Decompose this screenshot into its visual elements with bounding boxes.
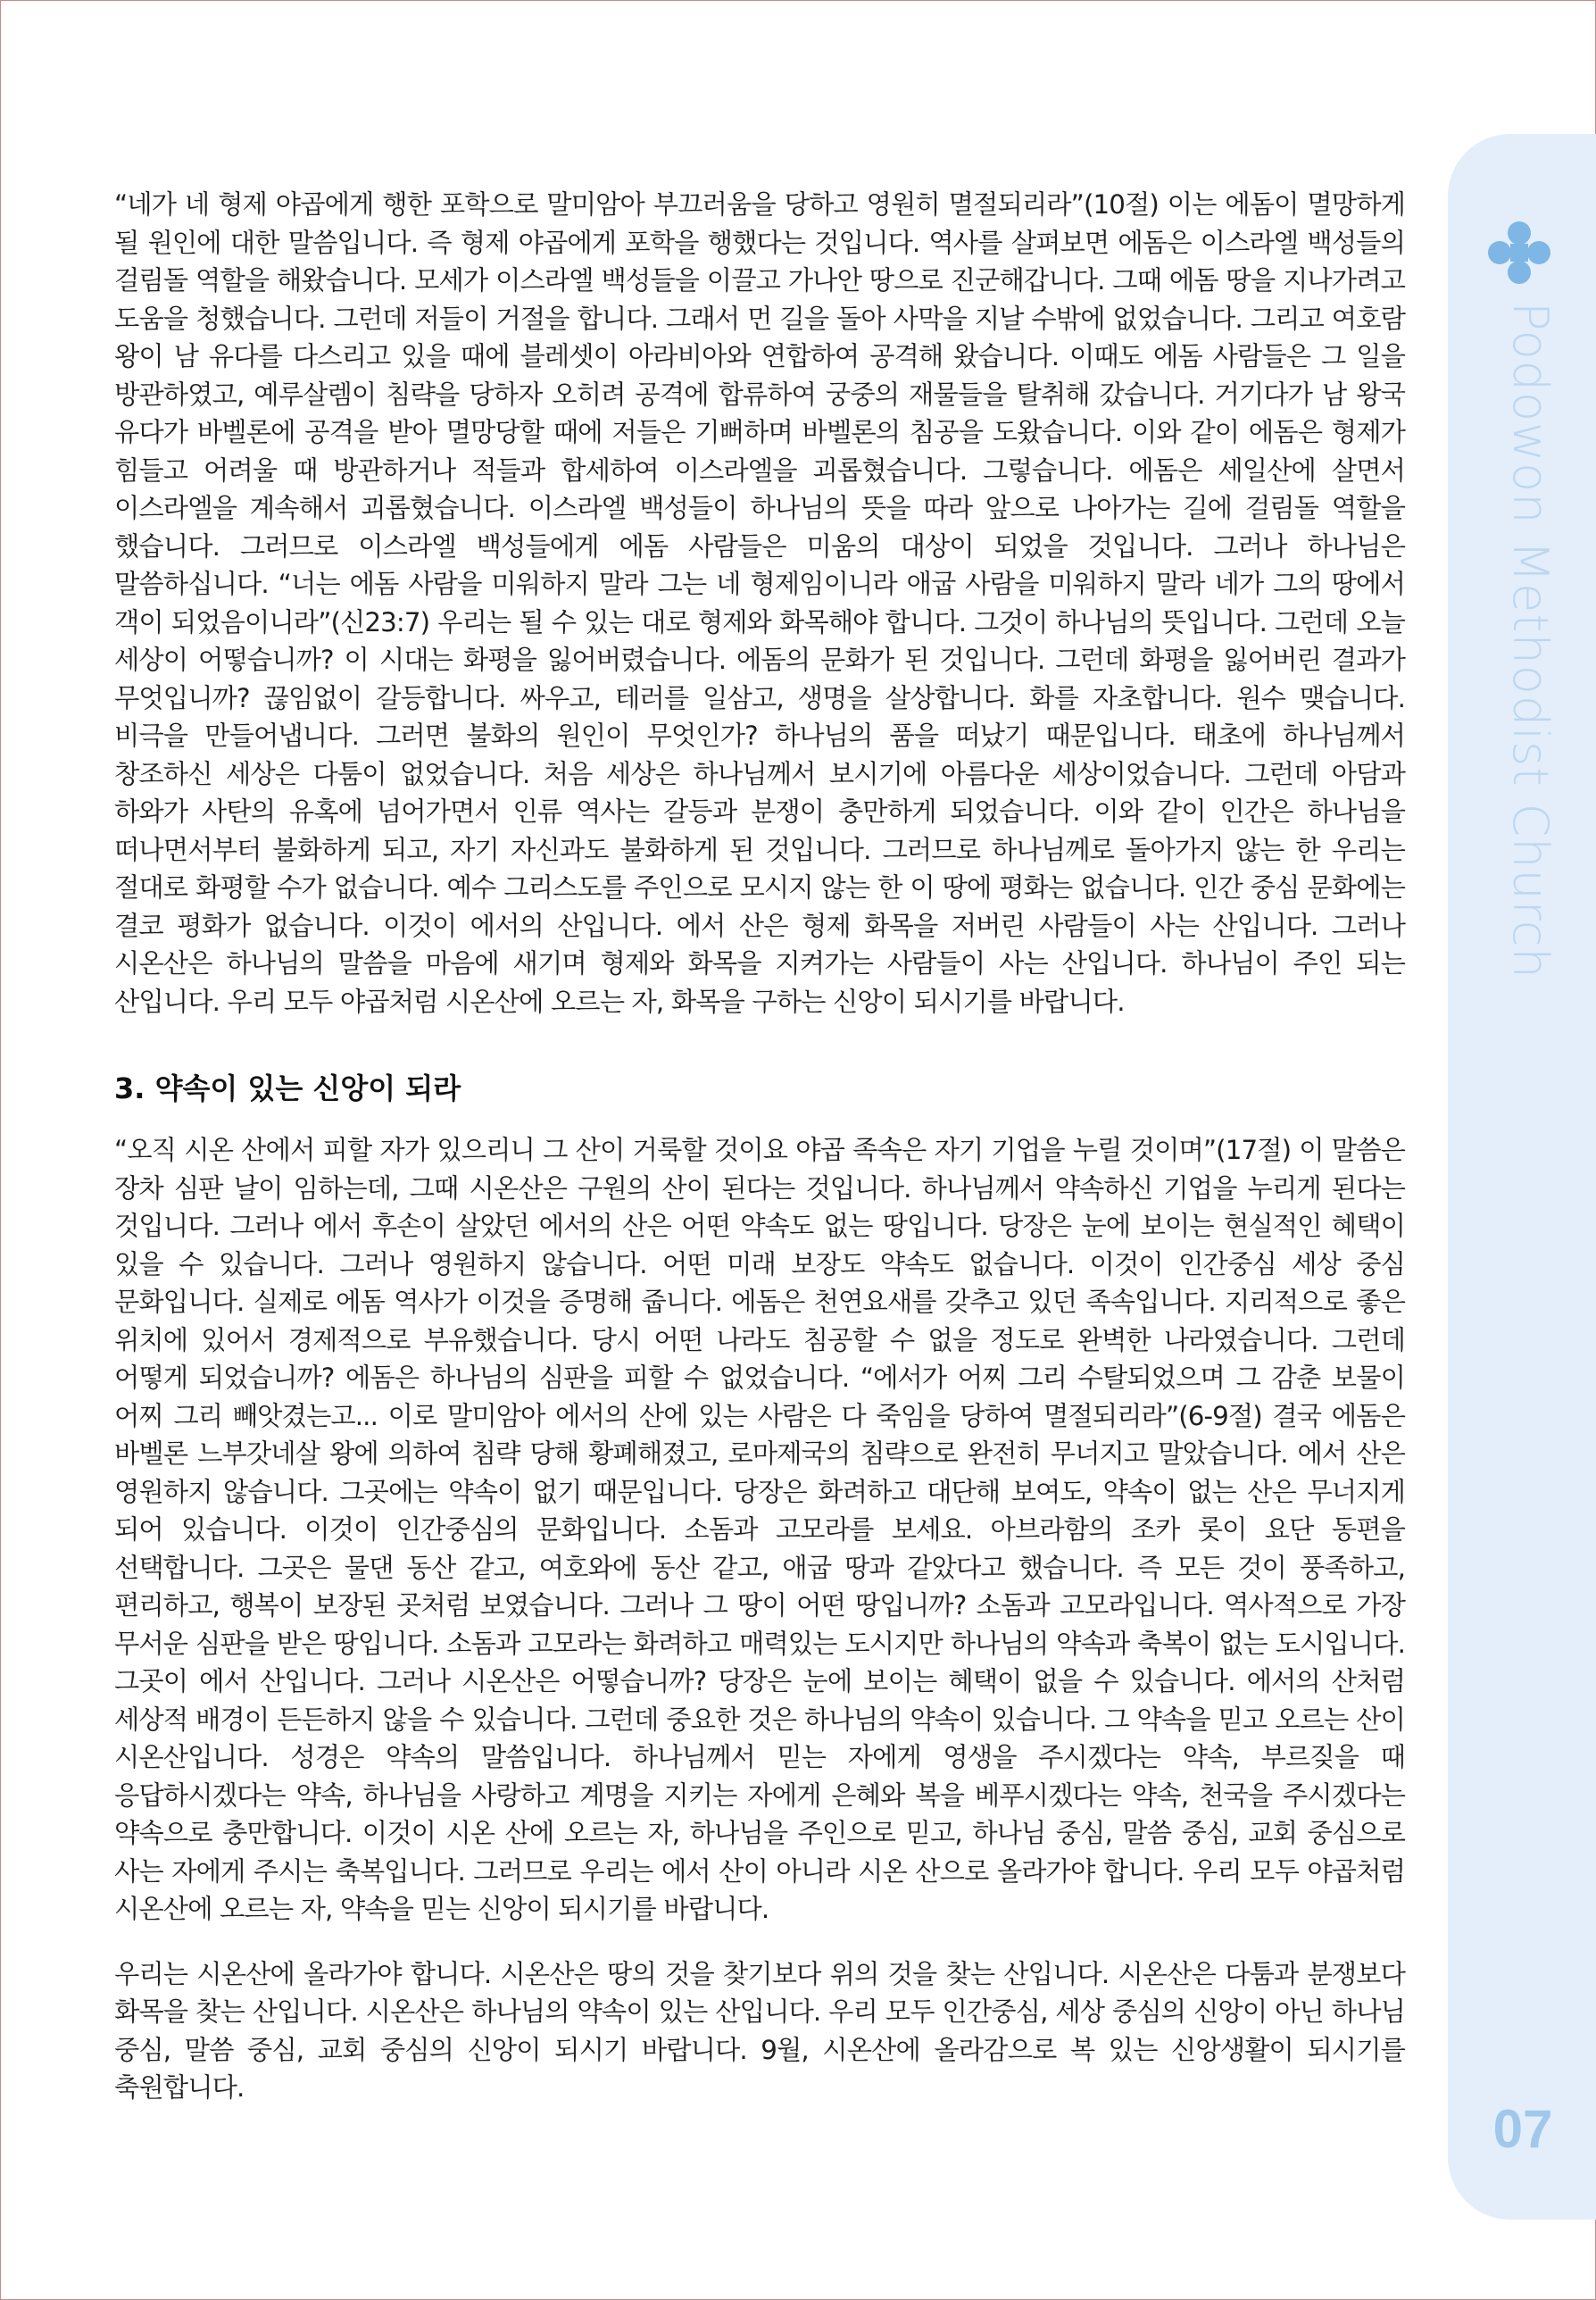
clover-icon: [1486, 220, 1552, 286]
page-number: 07: [1492, 2099, 1553, 2159]
section-heading: 3. 약속이 있는 신앙이 되라: [114, 1071, 461, 1105]
body-paragraph: 우리는 시온산에 올라가야 합니다. 시온산은 땅의 것을 찾기보다 위의 것을 찾는 산입니다. 시온산은 다툼과 분쟁보다 화목을 찾는 산입니다. 시온산은 하나님의 약속이 있는 산입니다. 우리 모두 인간중심, 세상 중심의 신앙이 아닌 하나님 중심, 말씀 중심, 교회 중심의 신앙이 되시기 바랍니다. 9월, 시온산에 올라감으로 복 있는 신앙생활이 되시기를 축원합니다.: [114, 1958, 1405, 2103]
body-paragraph: “네가 네 형제 야곱에게 행한 포학으로 말미암아 부끄러움을 당하고 영원히 멸절되리라”(10절) 이는 에돔이 멸망하게 될 원인에 대한 말씀입니다. 즉 형제 야곱에게 포학을 행했다는 것입니다. 역사를 살펴보면 에돔은 이스라엘 백성들의 걸림돌 역할을 해왔습니다. 모세가 이스라엘 백성들을 이끌고 가나안 땅으로 진군해갑니다. 그때 에돔 땅을 지나가려고 도움을 청했습니다. 그런데 저들이 거절을 합니다. 그래서 먼 길을 돌아 사막을 지날 수밖에 없었습니다. 그리고 여호람 왕이 남 유다를 다스리고 있을 때에 블레셋이 아라비아와 연합하여 공격해 왔습니다. 이때도 에돔 사람들은 그 일을 방관하였고, 예루살렘이 침략을 당하자 오히려 공격에 합류하여 궁중의 재물들을 탈취해 갔습니다. 거기다가 남 왕국 유다가 바벨론에 공격을 받아 멸망당할 때에 저들은 기뻐하며 바벨론의 침공을 도왔습니다. 이와 같이 에돔은 형제가 힘들고 어려울 때 방관하거나 적들과 합세하여 이스라엘을 괴롭혔습니다. 그렇습니다. 에돔은 세일산에 살면서 이스라엘을 계속해서 괴롭혔습니다. 이스라엘 백성들이 하나님의 뜻을 따라 앞으로 나아가는 길에 걸림돌 역할을 했습니다. 그러므로 이스라엘 백성들에게 에돔 사람들은 미움의 대상이 되었을 것입니다. 그러나 하나님은 말씀하십니다. “너는 에돔 사람을 미워하지 말라 그는 네 형제임이니라 애굽 사람을 미워하지 말라 네가 그의 땅에서 객이 되었음이니라”(신23:7) 우리는 될 수 있는 대로 형제와 화목해야 합니다. 그것이 하나님의 뜻입니다. 그런데 오늘 세상이 어떻습니까? 이 시대는 화평을 잃어버렸습니다. 에돔의 문화가 된 것입니다. 그런데 화평을 잃어버린 결과가 무엇입니까? 끊임없이 갈등합니다. 싸우고, 테러를 일삼고, 생명을 살상합니다. 화를 자초합니다. 원수 맺습니다. 비극을 만들어냅니다. 그러면 불화의 원인이 무엇인가? 하나님의 품을 떠났기 때문입니다. 태초에 하나님께서 창조하신 세상은 다툼이 없었습니다. 처음 세상은 하나님께서 보시기에 아름다운 세상이었습니다. 그런데 아담과 하와가 사탄의 유혹에 넘어가면서 인류 역사는 갈등과 분쟁이 충만하게 되었습니다. 이와 같이 인간은 하나님을 떠나면서부터 불화하게 되고, 자기 자신과도 불화하게 된 것입니다. 그러므로 하나님께로 돌아가지 않는 한 우리는 절대로 화평할 수가 없습니다. 예수 그리스도를 주인으로 모시지 않는 한 이 땅에 평화는 없습니다. 인간 중심 문화에는 결코 평화가 없습니다. 이것이 에서의 산입니다. 에서 산은 형제 화목을 저버린 사람들이 사는 산입니다. 그러나 시온산은 하나님의 말씀을 마음에 새기며 형제와 화목을 지켜가는 사람들이 사는 산입니다. 하나님이 주인 되는 산입니다. 우리 모두 야곱처럼 시온산에 오르는 자, 화목을 구하는 신앙이 되시기를 바랍니다.: [114, 189, 1405, 1017]
article-body: [114, 186, 1405, 2107]
church-name: Podowon Methodist Church: [1502, 302, 1559, 979]
body-paragraph: “오직 시온 산에서 피할 자가 있으리니 그 산이 거룩할 것이요 야곱 족속은 자기 기업을 누릴 것이며”(17절) 이 말씀은 장차 심판 날이 임하는데, 그때 시온산은 구원의 산이 된다는 것입니다. 하나님께서 약속하신 기업을 누리게 된다는 것입니다. 그러나 에서 후손이 살았던 에서의 산은 어떤 약속도 없는 땅입니다. 당장은 눈에 보이는 현실적인 혜택이 있을 수 있습니다. 그러나 영원하지 않습니다. 어떤 미래 보장도 약속도 없습니다. 이것이 인간중심 세상 중심 문화입니다. 실제로 에돔 역사가 이것을 증명해 줍니다. 에돔은 천연요새를 갖추고 있던 족속입니다. 지리적으로 좋은 위치에 있어서 경제적으로 부유했습니다. 당시 어떤 나라도 침공할 수 없을 정도로 완벽한 나라였습니다. 그런데 어떻게 되었습니까? 에돔은 하나님의 심판을 피할 수 없었습니다. “에서가 어찌 그리 수탈되었으며 그 감춘 보물이 어찌 그리 빼앗겼는고... 이로 말미암아 에서의 산에 있는 사람은 다 죽임을 당하여 멸절되리라”(6-9절) 결국 에돔은 바벨론 느부갓네살 왕에 의하여 침략 당해 황폐해졌고, 로마제국의 침략으로 완전히 무너지고 말았습니다. 에서 산은 영원하지 않습니다. 그곳에는 약속이 없기 때문입니다. 당장은 화려하고 대단해 보여도, 약속이 없는 산은 무너지게 되어 있습니다. 이것이 인간중심의 문화입니다. 소돔과 고모라를 보세요. 아브라함의 조카 롯이 요단 동편을 선택합니다. 그곳은 물댄 동산 같고, 여호와에 동산 같고, 애굽 땅과 같았다고 했습니다. 즉 모든 것이 풍족하고, 편리하고, 행복이 보장된 곳처럼 보였습니다. 그러나 그 땅이 어떤 땅입니까? 소돔과 고모라입니다. 역사적으로 가장 무서운 심판을 받은 땅입니다. 소돔과 고모라는 화려하고 매력있는 도시지만 하나님의 약속과 축복이 없는 도시입니다. 그곳이 에서 산입니다. 그러나 시온산은 어떻습니까? 당장은 눈에 보이는 혜택이 없을 수 있습니다. 에서의 산처럼 세상적 배경이 든든하지 않을 수 있습니다. 그런데 중요한 것은 하나님의 약속이 있습니다. 그 약속을 믿고 오르는 산이 시온산입니다. 성경은 약속의 말씀입니다. 하나님께서 믿는 자에게 영생을 주시겠다는 약속, 부르짖을 때 응답하시겠다는 약속, 하나님을 사랑하고 계명을 지키는 자에게 은혜와 복을 베푸시겠다는 약속, 천국을 주시겠다는 약속으로 충만합니다. 이것이 시온 산에 오르는 자, 하나님을 주인으로 믿고, 하나님 중심, 말씀 중심, 교회 중심으로 사는 자에게 주시는 축복입니다. 그러므로 우리는 에서 산이 아니라 시온 산으로 올라가야 합니다. 우리 모두 야곱처럼 시온산에 오르는 자, 약속을 믿는 신앙이 되시기를 바랍니다.: [114, 1135, 1405, 1924]
